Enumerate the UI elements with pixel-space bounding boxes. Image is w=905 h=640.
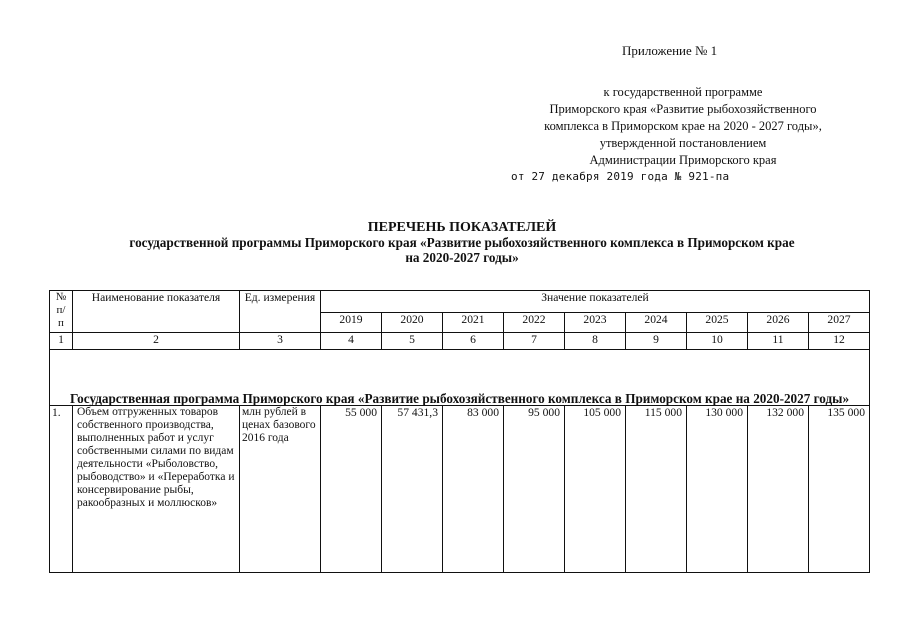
row-value: 57 431,3	[382, 406, 443, 573]
column-number: 1	[50, 333, 73, 350]
row-value: 105 000	[565, 406, 626, 573]
column-number: 2	[73, 333, 240, 350]
column-number: 5	[382, 333, 443, 350]
section-title: Государственная программа Приморского края «Развитие рыбохозяйственного комплекса в Приморском крае на 2020-2027 годы»	[50, 350, 870, 406]
indicators-table	[49, 290, 870, 573]
document-title	[60, 220, 864, 265]
appendix-date: от 27 декабря 2019 года № 921-па	[511, 170, 730, 183]
header-year: 2020	[382, 313, 443, 333]
row-value: 135 000	[809, 406, 870, 573]
row-value: 115 000	[626, 406, 687, 573]
header-num-line: п	[58, 317, 64, 329]
document-title-line: государственной программы Приморского края «Развитие рыбохозяйственного комплекса в Приморском крае	[129, 235, 795, 250]
appendix-line: Администрации Приморского края	[589, 153, 777, 167]
header-num	[50, 291, 73, 333]
header-year: 2021	[443, 313, 504, 333]
row-value: 83 000	[443, 406, 504, 573]
column-number: 6	[443, 333, 504, 350]
appendix-line: утвержденной постановлением	[599, 136, 767, 150]
header-year: 2026	[748, 313, 809, 333]
table-row	[50, 406, 870, 573]
column-number: 7	[504, 333, 565, 350]
row-num: 1.	[50, 406, 73, 573]
header-num-line: п/	[56, 304, 66, 316]
header-name: Наименование показателя	[73, 291, 240, 333]
header-year: 2027	[809, 313, 870, 333]
appendix-title: Приложение № 1	[622, 43, 718, 58]
appendix-line: Приморского края «Развитие рыбохозяйственного	[549, 102, 817, 116]
header-year: 2022	[504, 313, 565, 333]
appendix-line: к государственной программе	[603, 85, 763, 99]
header-year: 2024	[626, 313, 687, 333]
row-unit: млн рублей в ценах базового 2016 года	[240, 406, 321, 573]
header-year: 2019	[321, 313, 382, 333]
header-num-line: №	[55, 291, 67, 303]
column-number: 8	[565, 333, 626, 350]
column-number: 11	[748, 333, 809, 350]
header-unit: Ед. измерения	[240, 291, 321, 333]
column-number: 12	[809, 333, 870, 350]
appendix-line: комплекса в Приморском крае на 2020 - 2027 годы»,	[544, 119, 822, 133]
header-year: 2025	[687, 313, 748, 333]
header-values-group: Значение показателей	[321, 291, 870, 313]
row-value: 95 000	[504, 406, 565, 573]
column-number: 10	[687, 333, 748, 350]
column-number: 9	[626, 333, 687, 350]
row-value: 132 000	[748, 406, 809, 573]
row-name: Объем отгруженных товаров собственного производства, выполненных работ и услуг собственными силами по видам деятельности «Рыболовство, рыбоводство» и «Переработка и консервирование рыбы, ракообразных и моллюсков»	[73, 406, 240, 573]
header-year: 2023	[565, 313, 626, 333]
document-title-line: на 2020-2027 годы»	[405, 250, 519, 265]
appendix-lines	[498, 84, 868, 169]
column-number: 4	[321, 333, 382, 350]
column-number: 3	[240, 333, 321, 350]
row-value: 55 000	[321, 406, 382, 573]
document-title-line: ПЕРЕЧЕНЬ ПОКАЗАТЕЛЕЙ	[367, 220, 557, 235]
row-value: 130 000	[687, 406, 748, 573]
